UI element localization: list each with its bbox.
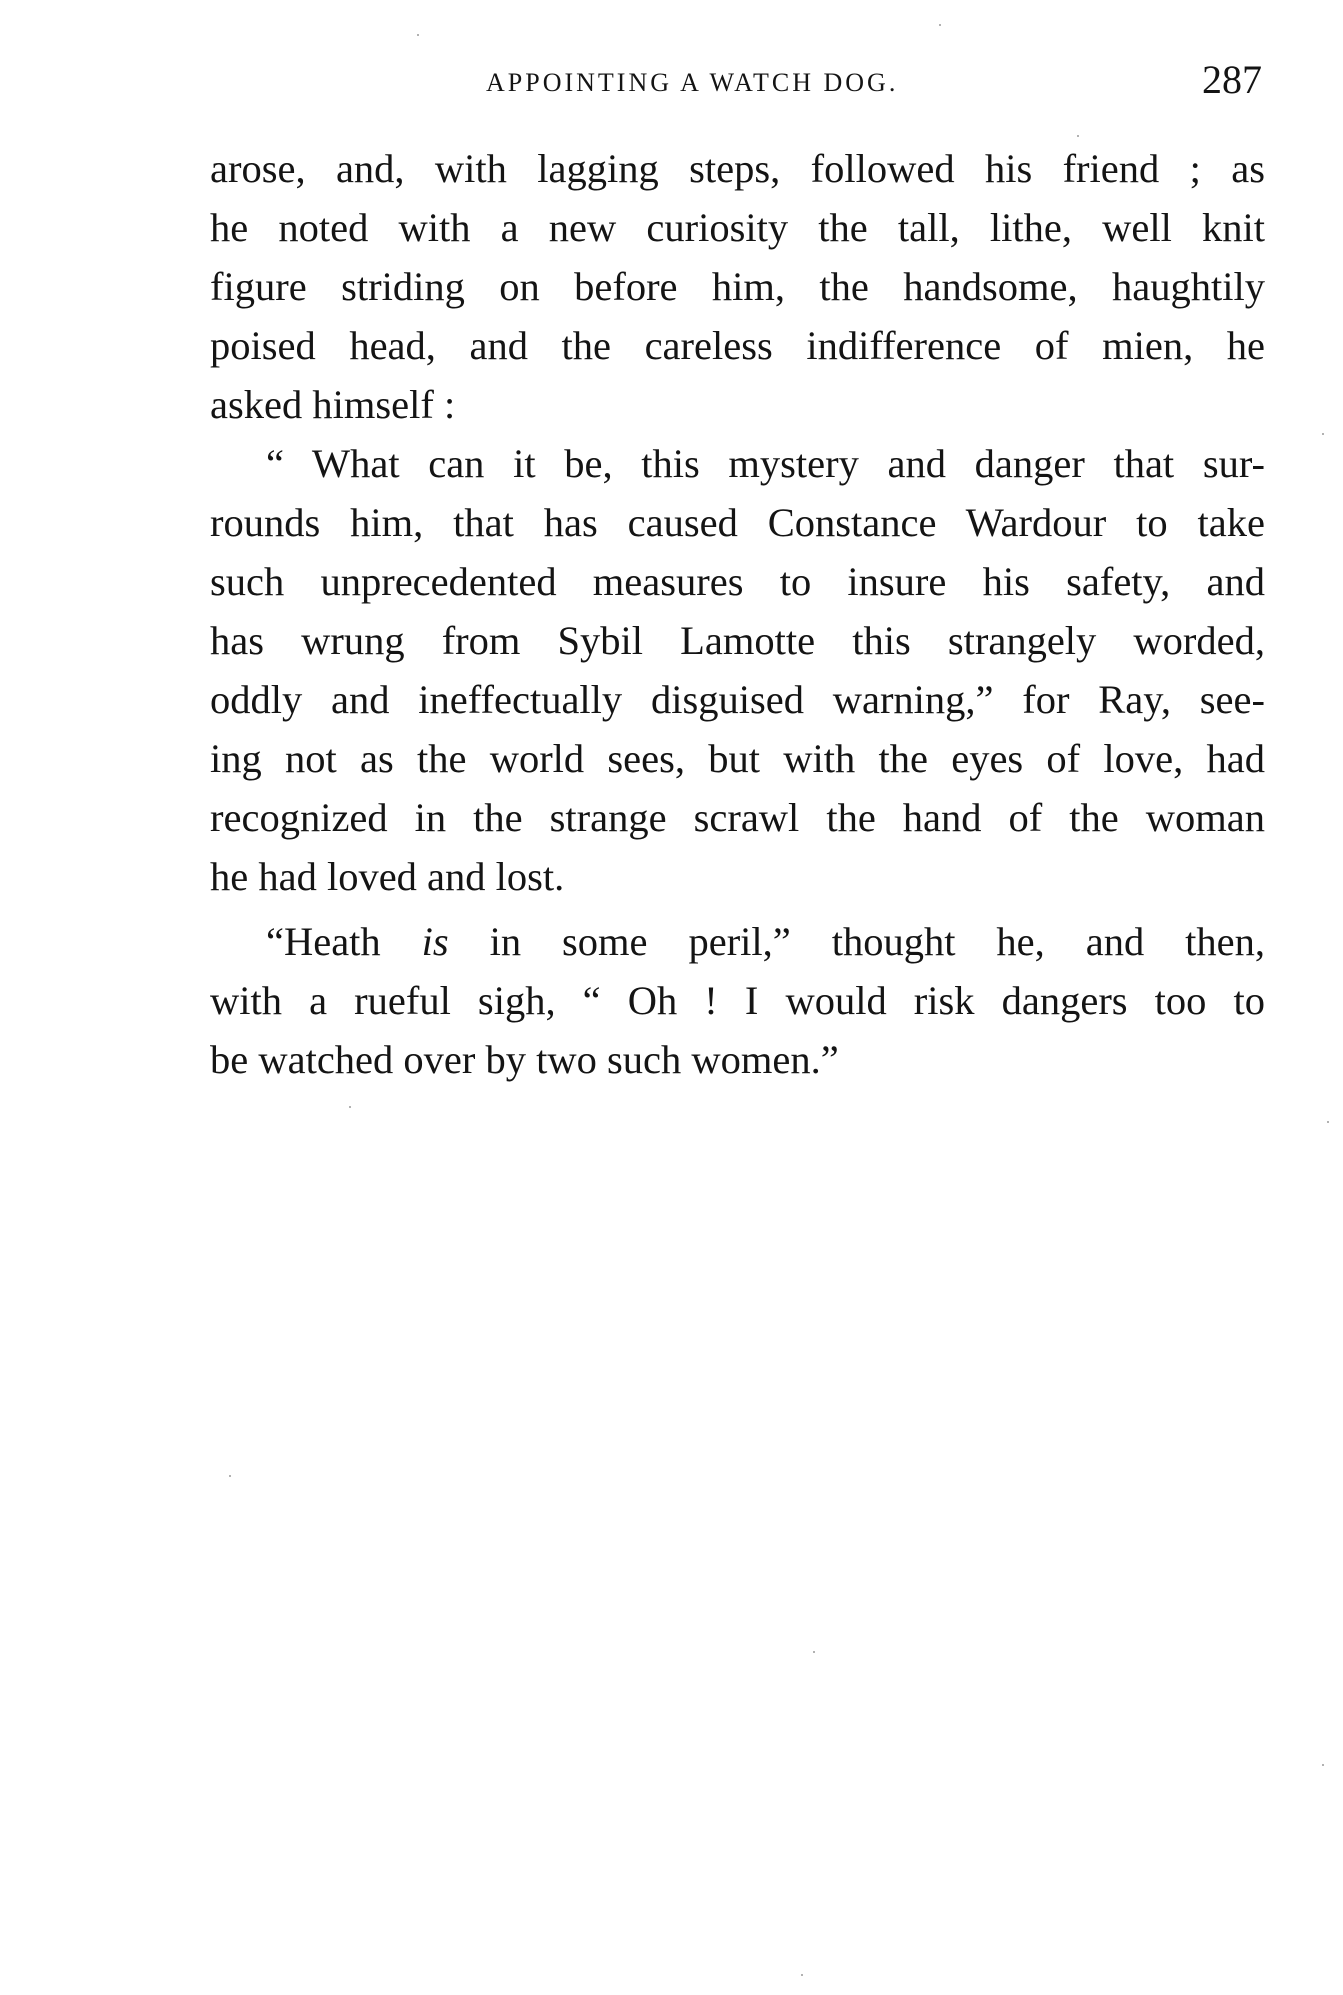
text-segment: in some peril,” thought he, and then, bbox=[448, 919, 1265, 964]
scan-speck bbox=[801, 1974, 803, 1976]
scan-speck bbox=[1327, 1121, 1329, 1123]
scan-speck bbox=[1322, 1764, 1324, 1766]
text-segment: “Heath bbox=[266, 919, 422, 964]
page-number: 287 bbox=[1202, 57, 1262, 102]
text-line: figure striding on before him, the handsome, haughtily bbox=[210, 264, 1265, 309]
text-line: rounds him, that has caused Constance Wardour to take bbox=[210, 500, 1265, 545]
scan-speck bbox=[1322, 433, 1324, 435]
text-line bbox=[210, 912, 1265, 971]
text-line: recognized in the strange scrawl the hand of the woman bbox=[210, 795, 1265, 840]
running-head bbox=[210, 56, 1262, 106]
text-line: be watched over by two such women.” bbox=[210, 1037, 839, 1082]
text-line: he had loved and lost. bbox=[210, 854, 565, 899]
text-line: ing not as the world sees, but with the eyes of love, had bbox=[210, 736, 1265, 781]
paragraph-2 bbox=[210, 434, 1265, 906]
scan-speck bbox=[939, 24, 941, 26]
scan-speck bbox=[1077, 135, 1079, 137]
text-line: such unprecedented measures to insure his safety, and bbox=[210, 559, 1265, 604]
scan-speck bbox=[417, 34, 419, 36]
running-title: APPOINTING A WATCH DOG. bbox=[486, 68, 899, 97]
text-line: oddly and ineffectually disguised warning,” for Ray, see- bbox=[210, 677, 1265, 722]
text-line: with a rueful sigh, “ Oh ! I would risk dangers too to bbox=[210, 978, 1265, 1023]
paragraph-3 bbox=[210, 912, 1265, 1089]
paragraph-1 bbox=[210, 139, 1265, 434]
italic-word: is bbox=[421, 919, 449, 964]
scan-speck bbox=[349, 1106, 351, 1108]
text-line: “ What can it be, this mystery and danger that sur- bbox=[266, 441, 1265, 486]
text-line: he noted with a new curiosity the tall, lithe, well knit bbox=[210, 205, 1265, 250]
text-line: poised head, and the careless indifference of mien, he bbox=[210, 323, 1265, 368]
text-line: asked himself : bbox=[210, 382, 456, 427]
scan-speck bbox=[813, 1651, 815, 1653]
body-text bbox=[210, 139, 1265, 1089]
text-line: arose, and, with lagging steps, followed his friend ; as bbox=[210, 146, 1265, 191]
text-line: has wrung from Sybil Lamotte this strangely worded, bbox=[210, 618, 1265, 663]
scan-speck bbox=[229, 1475, 231, 1477]
